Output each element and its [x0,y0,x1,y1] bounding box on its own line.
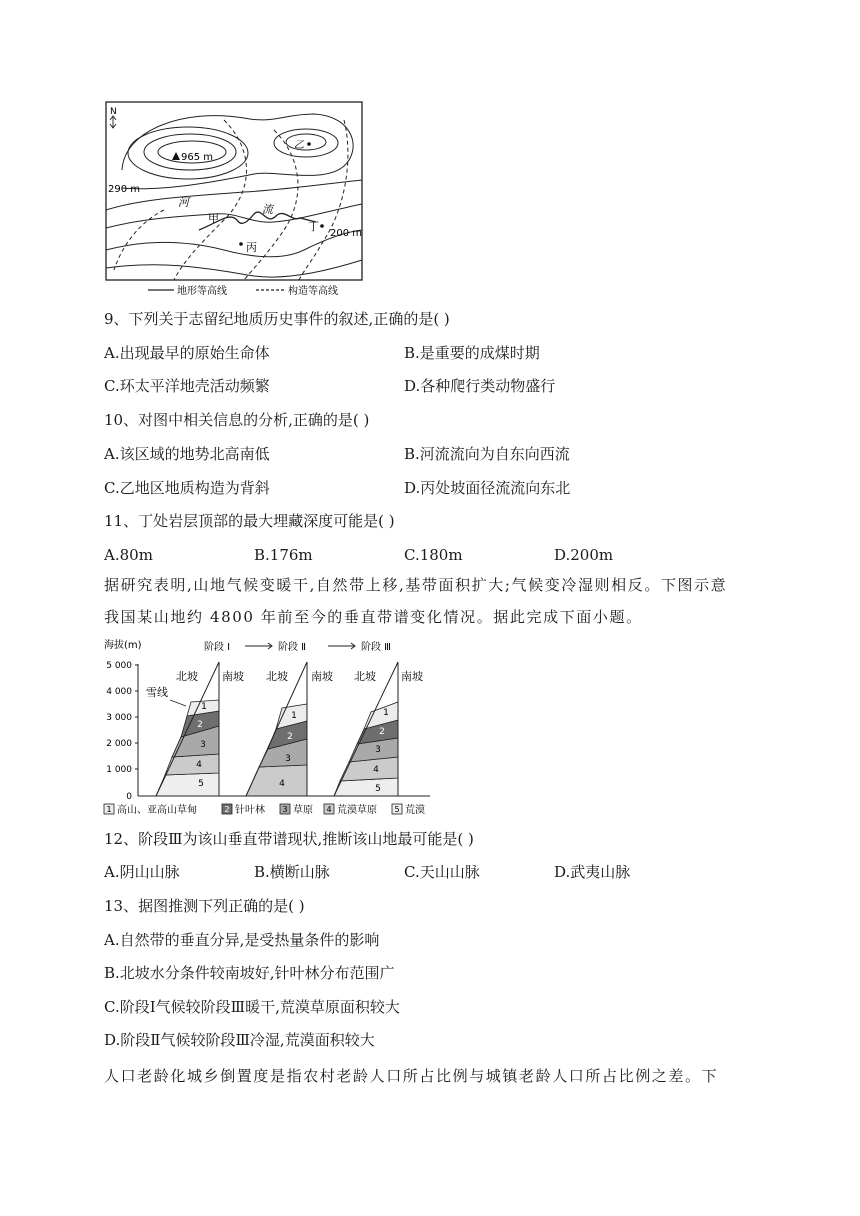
point-bing-dot [239,242,243,246]
contour-290-label: 290 m [108,184,141,195]
q11-option-c: C.180m [404,546,463,564]
south-slope-label-2: 南坡 [311,670,333,683]
contour-200-label: 200 m [330,228,363,239]
q9-stem: 9、下列关于志留纪地质历史事件的叙述,正确的是( ) [104,310,450,328]
q9-option-b: B.是重要的成煤时期 [404,344,540,362]
svg-text:2: 2 [197,720,203,730]
q13-option-a: A.自然带的垂直分异,是受热量条件的影响 [104,931,380,949]
stage1-label: 阶段 Ⅰ [204,642,231,653]
south-slope-label-3: 南坡 [401,670,423,683]
q13-option-c: C.阶段Ⅰ气候较阶段Ⅲ暖干,荒漠草原面积较大 [104,998,400,1016]
point-ding-label: 丁 [308,220,319,233]
q13-option-b: B.北坡水分条件较南坡好,针叶林分布范围广 [104,964,395,982]
svg-text:4: 4 [373,765,379,775]
ytick-1000: 1 000 [106,765,132,775]
q13-stem: 13、据图推测下列正确的是( ) [104,897,305,915]
q10-option-a: A.该区域的地势北高南低 [104,445,270,463]
contour-map-figure [104,100,366,300]
svg-text:4: 4 [279,779,285,789]
zonation-legend [104,803,425,816]
svg-text:3: 3 [282,805,288,814]
river-label-he: 河 [178,196,189,209]
north-slope-label-3: 北坡 [354,670,376,683]
snowline-pointer [170,700,186,706]
q9-option-a: A.出现最早的原始生命体 [104,344,270,362]
svg-text:5: 5 [375,784,381,794]
svg-text:4: 4 [196,760,202,770]
peak-label: 965 m [181,152,214,163]
intro2-line1: 据研究表明,山地气候变暖干,自然带上移,基带面积扩大;气候变冷湿则相反。下图示意 [104,576,728,594]
q11-option-a: A.80m [104,546,153,564]
svg-text:5: 5 [198,779,204,789]
legend-conifer: 针叶林 [235,805,265,816]
q10-option-d: D.丙处坡面径流流向东北 [404,479,571,497]
point-ding-dot [320,224,324,228]
q12-option-d: D.武夷山脉 [554,863,631,881]
q12-option-b: B.横断山脉 [254,863,330,881]
ytick-2000: 2 000 [106,739,132,749]
svg-text:4: 4 [326,805,332,814]
legend-desert-steppe: 荒漠草原 [337,805,377,816]
svg-text:5: 5 [394,805,400,814]
svg-text:1: 1 [383,708,389,718]
svg-text:1: 1 [291,711,297,721]
stage2-label: 阶段 Ⅱ [278,642,307,653]
q12-option-a: A.阴山山脉 [104,863,180,881]
q12-option-c: C.天山山脉 [404,863,480,881]
q12-stem: 12、阶段Ⅲ为该山垂直带谱现状,推断该山地最可能是( ) [104,830,474,848]
stage3-label: 阶段 Ⅲ [361,642,392,653]
point-yi-dot [307,142,311,146]
point-jia-label: 甲 [208,212,219,225]
ytick-4000: 4 000 [106,687,132,697]
legend-desert: 荒漠 [405,805,425,816]
arrow-icon [328,643,355,649]
ytick-0: 0 [126,792,132,802]
q10-option-c: C.乙地区地质构造为背斜 [104,479,270,497]
intro3-line1: 人口老龄化城乡倒置度是指农村老龄人口所占比例与城镇老龄人口所占比例之差。下 [104,1067,719,1085]
y-ticks [106,661,138,802]
q11-option-d: D.200m [554,546,614,564]
point-yi-label: 乙 [294,140,304,151]
svg-text:2: 2 [287,732,293,742]
intro2-line2: 我国某山地约 4800 年前至今的垂直带谱变化情况。据此完成下面小题。 [104,608,643,626]
north-slope-label-1: 北坡 [176,670,198,683]
y-axis-label: 海拔(m) [104,640,142,651]
svg-text:3: 3 [285,754,291,764]
q11-option-b: B.176m [254,546,313,564]
svg-text:2: 2 [379,727,385,737]
q10-option-b: B.河流流向为自东向西流 [404,445,570,463]
ytick-3000: 3 000 [106,713,132,723]
point-bing-label: 丙 [246,241,257,254]
map-frame [106,102,362,280]
north-label: N [110,107,117,117]
north-slope-label-2: 北坡 [266,670,288,683]
legend-grass: 草原 [293,805,313,816]
q11-stem: 11、丁处岩层顶部的最大埋藏深度可能是( ) [104,512,395,530]
snowline-label: 雪线 [146,686,168,699]
svg-text:2: 2 [224,805,230,814]
vertical-zonation-figure [100,636,440,818]
legend-meadow: 高山、亚高山草甸 [117,805,197,816]
legend-terrain-label: 地形等高线 [177,286,227,297]
svg-text:1: 1 [106,805,112,814]
q9-option-c: C.环太平洋地壳活动频繁 [104,377,270,395]
svg-text:3: 3 [200,740,206,750]
arrow-icon [245,643,272,649]
ytick-5000: 5 000 [106,661,132,671]
q10-stem: 10、对图中相关信息的分析,正确的是( ) [104,411,370,429]
svg-text:3: 3 [375,745,381,755]
river-label-liu: 流 [262,203,273,216]
legend-structure-label: 构造等高线 [288,286,338,297]
q9-option-d: D.各种爬行类动物盛行 [404,377,556,395]
south-slope-label-1: 南坡 [222,670,244,683]
svg-text:1: 1 [201,702,207,712]
q13-option-d: D.阶段Ⅱ气候较阶段Ⅲ冷湿,荒漠面积较大 [104,1031,375,1049]
